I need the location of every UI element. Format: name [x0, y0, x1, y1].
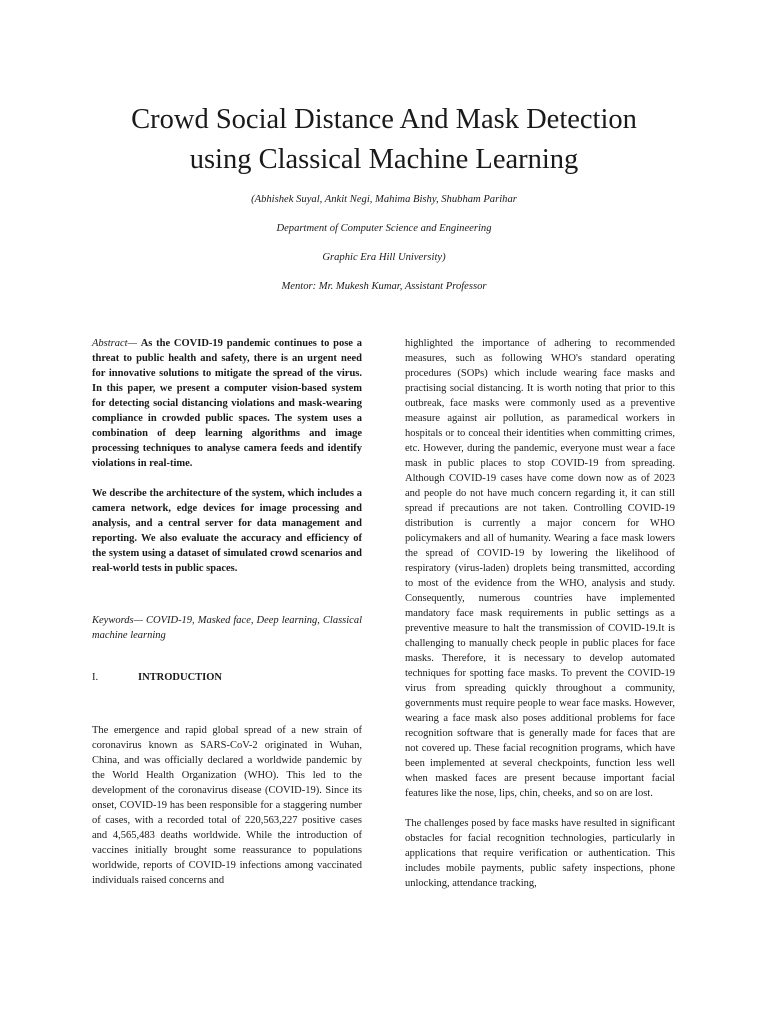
abstract-label: Abstract— — [92, 338, 137, 349]
keywords — [92, 613, 362, 643]
abstract-text-1: As the COVID-19 pandemic continues to pose a threat to public health and safety, there is an urgent need for innovative solutions to mitigate the spread of the virus. In this paper, we present a computer vision-based system for detecting social distancing violations and mask-wearing compliance in crowded public spaces. The system uses a combination of deep learning algorithms and image processing techniques to analyse camera feeds and identify violations in real-time. — [92, 338, 362, 469]
university: Graphic Era Hill University) — [322, 252, 446, 263]
mentor: Mentor: Mr. Mukesh Kumar, Assistant Professor — [281, 281, 487, 292]
introduction-paragraph: The emergence and rapid global spread of a new strain of coronavirus known as SARS-CoV-2 originated in Wuhan, China, and was officially declared a worldwide pandemic by the World Health Organization (WHO). This led to the development of the coronavirus disease (COVID-19). Since its onset, COVID-19 has been responsible for a staggering number of cases, with a recorded total of 220,563,227 positive cases and 4,565,483 deaths worldwide. While the introduction of vaccines initially brought some reassurance to populations worldwide, reports of COVID-19 infections among vaccinated individuals raised concerns and — [92, 725, 362, 886]
authors: (Abhishek Suyal, Ankit Negi, Mahima Bishy, Shubham Parihar — [251, 194, 517, 205]
section-title: INTRODUCTION — [138, 672, 223, 683]
abstract-paragraph-2 — [92, 486, 362, 576]
title-line-2: using Classical Machine Learning — [189, 144, 579, 175]
abstract-text-2: We describe the architecture of the system, which includes a camera network, edge devices for image processing and analysis, and a central server for data management and reporting. We also evaluate the accuracy and efficiency of the system using a dataset of simulated crowd scenarios and real-world tests in public spaces. — [92, 488, 362, 574]
right-paragraph-1: highlighted the importance of adhering to recommended measures, such as following WHO's standard operating procedures (SOPs) which include wearing face masks and practising social distancing. It is worth noting that prior to this outbreak, face masks were commonly used as a preventive measure against air pollution, as paramedical workers in hospitals or to conceal their identities when committing crimes, etc. However, during the pandemic, everyone must wear a face mask in public places to stop COVID-19 from spreading. Although COVID-19 cases have come down now as of 2023 and people do not have much concern regarding it, it can still spread if precautions are not taken. Controlling COVID-19 distribution is currently a major concern for WHO policymakers and all of humanity. Wearing a face mask lowers the spread of COVID-19 by lowering the likelihood of respiratory (virus-laden) droplets being transmitted, according to most of the evidence from the WHO, analysis and study. Consequently, numerous countries have implemented mandatory face mask requirements in public settings as a preventive measure to halt the transmission of COVID-19.It is challenging to manually check people in public places for face masks. Therefore, it is necessary to develop automated techniques for spotting face masks. To prevent the COVID-19 virus from spreading quickly throughout a community, governments must require people to wear face masks. However, wearing a face mask also poses additional problems for face recognition software that is generally made for faces that are not covered up. These facial recognition programs, which have been implemented at several checkpoints, function less well when masked faces are present because important facial features like the nose, lips, chin, cheeks, and so on are lost. — [405, 338, 675, 799]
section-heading-introduction — [92, 670, 362, 685]
left-column — [92, 336, 362, 888]
keywords-text: COVID-19, Masked face, Deep learning, Classical machine learning — [92, 615, 363, 641]
right-paragraph-2: The challenges posed by face masks have resulted in significant obstacles for facial recognition technologies, particularly in applications that require verification or authentication. This includes mobile payments, public safety inspections, phone unlocking, attendance tracking, — [405, 818, 675, 889]
right-column — [405, 336, 675, 891]
department: Department of Computer Science and Engineering — [276, 223, 492, 234]
paper-title — [60, 100, 708, 180]
section-number: I. — [92, 672, 99, 683]
keywords-label: Keywords— — [92, 615, 143, 626]
abstract-paragraph-1 — [92, 336, 362, 471]
title-line-1: Crowd Social Distance And Mask Detection — [131, 104, 637, 135]
